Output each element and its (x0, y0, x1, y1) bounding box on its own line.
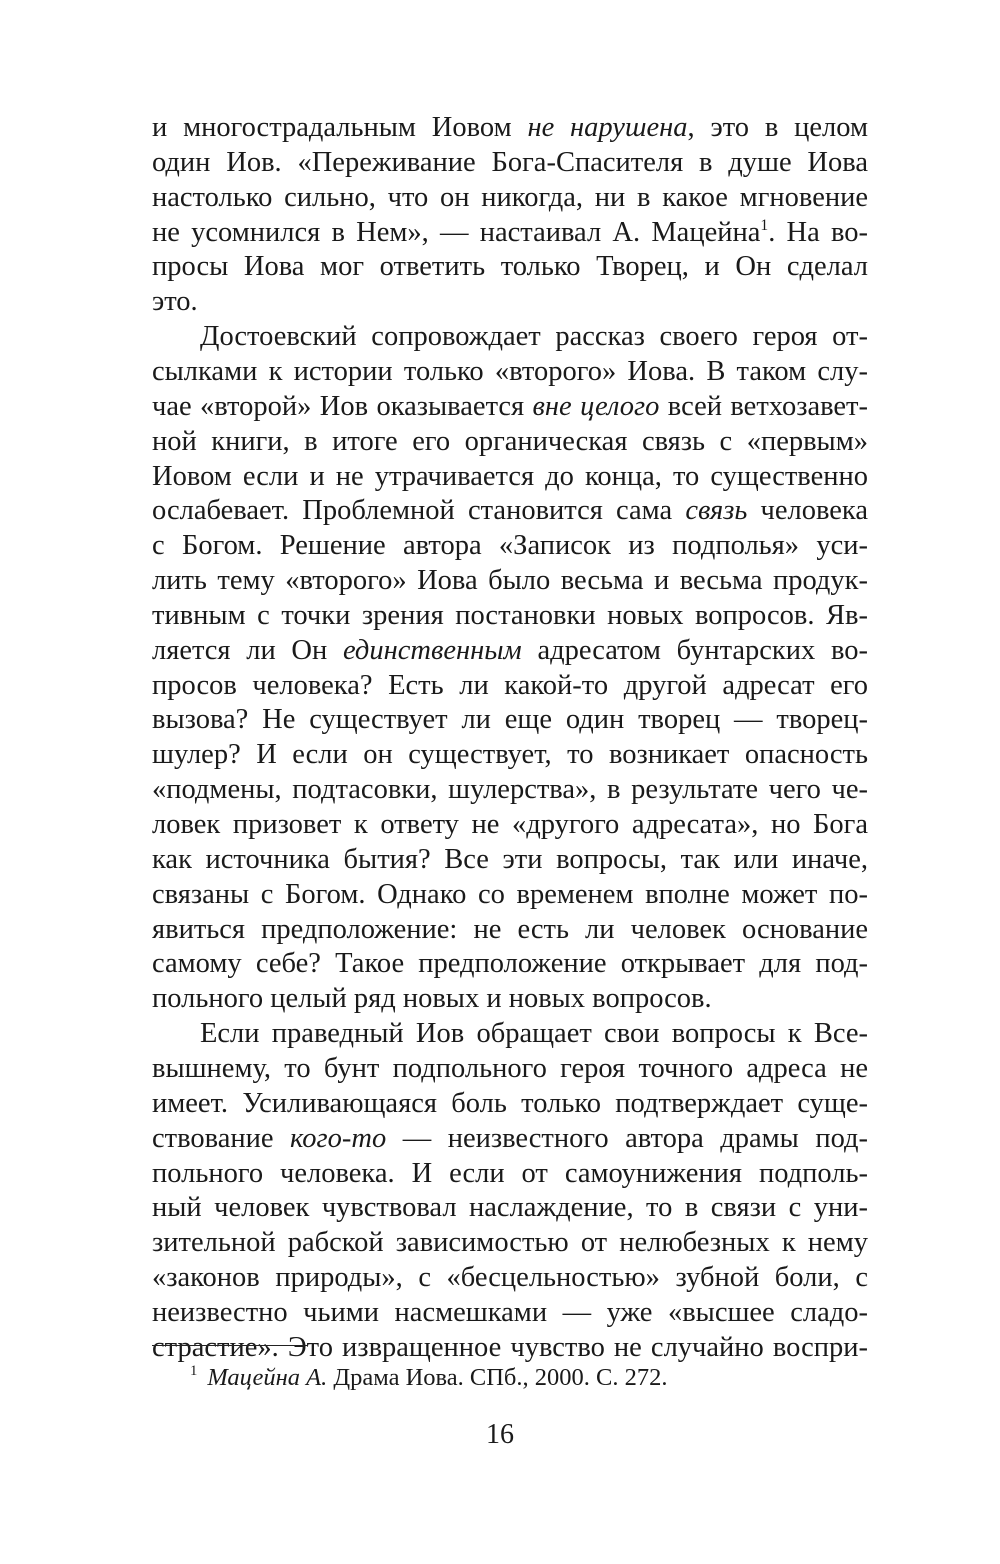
text-run: тивным с точки зрения постановки новых вопросов. Яв- (152, 599, 868, 631)
footnote-text: Драма Иова. СПб., 2000. С. 272. (327, 1364, 668, 1391)
text-run: ляется ли Он (152, 634, 343, 666)
italic-emphasis: связь (685, 495, 748, 527)
text-run: Если праведный Иов обращает свои вопросы к Все- (200, 1018, 868, 1050)
text-run: ный человек чувствовал наслаждение, то в связи с уни- (152, 1192, 868, 1224)
text-run: адресатом бунтарских во- (521, 634, 868, 666)
text-run: ствование (152, 1122, 291, 1154)
text-run: настолько сильно, что он никогда, ни в какое мгновение (152, 181, 868, 213)
text-run: и многострадальным Иовом (152, 112, 528, 143)
text-run: страстие». Это извращенное чувство не случайно воспри- (152, 1331, 868, 1363)
footnote (190, 1360, 667, 1396)
footnote-author: Мацейна А. (207, 1364, 328, 1391)
text-run: связаны с Богом. Однако со временем вполне может по- (152, 878, 868, 910)
text-run: «подмены, подтасовки, шулерства», в результате чего че- (152, 774, 868, 806)
text-run: имеет. Усиливающаяся боль только подтверждает суще- (152, 1087, 868, 1119)
text-run: неизвестно чьими насмешками — уже «высшее сладо- (152, 1296, 868, 1328)
italic-emphasis: единственным (342, 634, 522, 666)
text-run: вызова? Не существует ли еще один творец — творец- (152, 704, 868, 736)
text-run: с Богом. Решение автора «Записок из подполья» уси- (152, 530, 868, 562)
text-run: — неизвестного автора драмы под- (386, 1122, 868, 1154)
text-run: чае «второй» Иов оказывается (152, 390, 533, 422)
footnote-marker: 1 (190, 1363, 198, 1380)
text-run: это. (152, 286, 198, 318)
text-run: просы Иова мог ответить только Творец, и Он сделал (152, 251, 868, 283)
text-run: всей ветхозавет- (659, 390, 868, 422)
text-run: ослабевает. Проблемной становится сама (152, 495, 686, 527)
text-run: Иовом если и не утрачивается до конца, то существенно (152, 460, 868, 492)
footnote-separator (152, 1345, 308, 1346)
text-run: сылками к истории только «второго» Иова. В таком слу- (152, 355, 868, 387)
text-run: «законов природы», с «бесцельностью» зубной боли, с (152, 1262, 868, 1294)
text-run: вышнему, то бунт подпольного героя точного адреса не (152, 1052, 868, 1084)
footnote-ref: 1 (760, 216, 769, 234)
text-run: один Иов. «Переживание Бога-Спасителя в душе Иова (152, 146, 868, 178)
text-run: Достоевский сопровождает рассказ своего героя от- (200, 321, 868, 353)
text-run: лить тему «второго» Иова было весьма и весьма продук- (152, 565, 868, 597)
text-run: человека (747, 495, 868, 527)
text-run: , это в целом (687, 112, 868, 143)
text-run: просов человека? Есть ли какой-то другой адресат его (152, 669, 868, 701)
italic-emphasis: не нарушена (527, 112, 688, 143)
italic-emphasis: вне целого (532, 390, 660, 422)
text-run: самому себе? Такое предположение открывает для под- (152, 948, 868, 980)
text-run: как источника бытия? Все эти вопросы, так или иначе, (152, 843, 868, 875)
page-number: 16 (486, 1419, 514, 1450)
text-run: . На во- (768, 216, 868, 248)
text-run: не усомнился в Нем», — настаивал А. Мацейна (152, 216, 761, 248)
text-run: польного человека. И если от самоунижения подполь- (152, 1157, 868, 1189)
text-run: ной книги, в итоге его органическая связь с «первым» (152, 425, 868, 457)
text-run: польного целый ряд новых и новых вопросов. (152, 983, 712, 1015)
text-run: шулер? И если он существует, то возникает опасность (152, 739, 868, 771)
text-run: ловек призовет к ответу не «другого адресата», но Бога (152, 809, 868, 840)
text-run: зительной рабской зависимостью от нелюбезных к нему (152, 1227, 868, 1259)
text-run: явиться предположение: не есть ли человек основание (152, 913, 868, 945)
italic-emphasis: кого-то (290, 1122, 387, 1154)
